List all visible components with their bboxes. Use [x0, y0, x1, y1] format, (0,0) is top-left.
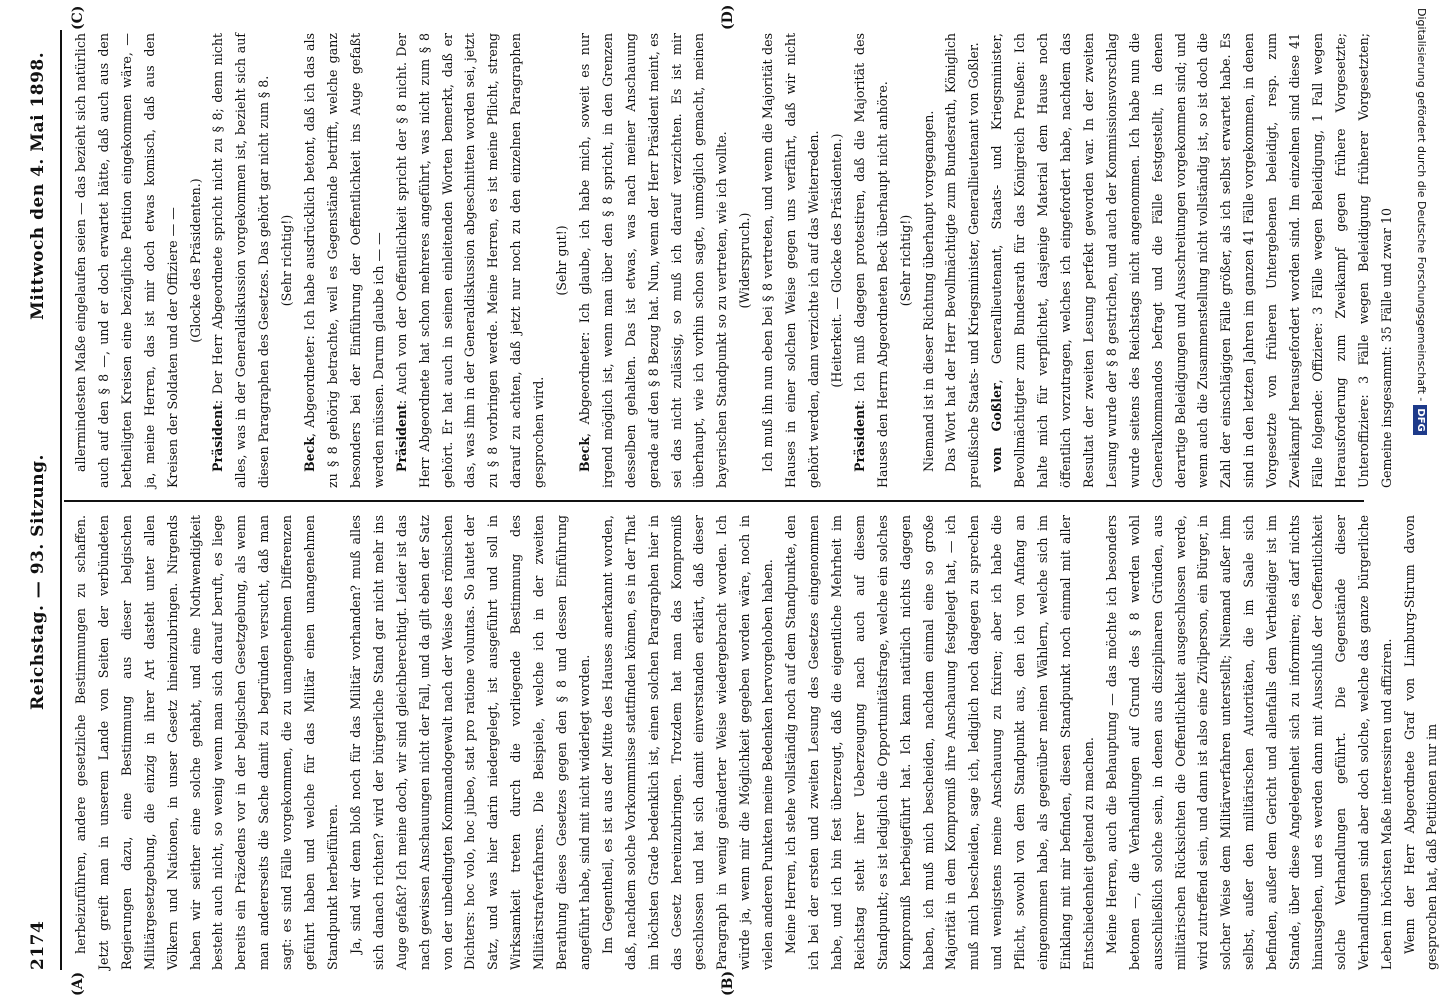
- dfg-logo: DFG: [1413, 405, 1427, 434]
- speaker-paragraph: von Goßler, Generallieutenant, Staats- und Kriegsminister, Bevollmächtigter zum Bundesrath für das Königreich Preußen: Ich halte mich für verpflichtet, dasjenige Material dem Hause noch öffentlich vorzutragen, welches ich eingefordert habe, nachdem das Resultat der zweiten Lesung perfekt geworden war. In der zweiten Lesung wurde der § 8 gestrichen, und auch der Kommissionsvorschlag wurde seitens des Reichstags nicht angenommen. Ich habe nun die Generalkommandos befragt und die Fälle festgestellt, in denen derartige Beleidigungen und Ausschreitungen vorgekommen sind; und wenn auch die Zusammenstellung nicht vollständig ist, so ist doch die Zahl der einschlägigen Fälle größer, als ich selbst erwartet habe. Es sind in den letzten Jahren im ganzen 41 Fälle vorgekommen, in denen Vorgesetzte von früheren Untergebenen beleidigt, resp. zum Zweikampf herausgefordert worden sind. Im einzelnen sind diese 41 Fälle folgende: Offiziere: 3 Fälle wegen Beleidigung, 1 Fall wegen Herausforderung zum Zweikampf gegen frühere Vorgesetzte; Unteroffiziere: 3 Fälle wegen Beleidigung früherer Vorgesetzten; Gemeine insgesammt: 35 Fälle und zwar 10: [989, 33, 1394, 488]
- right-running-title: Mittwoch den 4. Mai 1898.: [28, 51, 48, 320]
- page-header: [20, 30, 60, 970]
- speaker-name: Präsident: [851, 404, 867, 472]
- margin-marker-c: (C): [70, 5, 86, 30]
- margin-marker-a: (A): [70, 971, 86, 996]
- paragraph: Im Gegentheil, es ist aus der Mitte des Hauses anerkannt worden, daß, nachdem solche Vorkommnisse stattfinden können, es in der That im höchsten Grade bedenklich ist, einen solchen Paragraphen hier in das Gesetz hereinzubringen. Trotzdem hat man das Kompromiß geschlossen und hat sich damit einverstanden erklärt, daß dieser Paragraph in wenig geänderter Weise wiedergebracht worden. Ich würde ja, wenn mir die Möglichkeit gegeben worden wäre, noch in vielen anderen Punkten meine Bedenken hervorgehoben haben.: [599, 515, 776, 970]
- stage-direction: (Sehr richtig!): [897, 214, 913, 307]
- stage-direction: (Sehr gut!): [554, 225, 570, 296]
- stage-direction: (Widerspruch.): [737, 212, 753, 309]
- stage-direction: (Heiterkeit. — Glocke des Präsidenten.): [828, 133, 844, 388]
- stage-direction: (Glocke des Präsidenten.): [187, 178, 203, 343]
- paragraph: Wenn der Herr Abgeordnete Graf von Limburg-Stirum davon gesprochen hat, daß Petitionen nur im: [1401, 515, 1440, 970]
- speaker-paragraph: Präsident: Auch von der Oeffentlichkeit spricht der § 8 nicht. Der Herr Abgeordnete hat schon mehreres angeführt, was nicht zum § 8 gehört. Er hat auch in seinen einleitenden Worten bemerkt, daß er das, was ihm in der Generaldiskussion abgeschnitten worden sei, jetzt zu § 8 vorbringen werde. Meine Herren, es ist meine Pflicht, streng darauf zu achten, daß jetzt nur noch zu den einzelnen Paragraphen gesprochen wird.: [393, 33, 547, 488]
- paragraph: Ja, sind wir denn bloß noch für das Militär vorhanden? muß alles sich danach richten? wird der bürgerliche Stand gar nicht mehr ins Auge gefaßt? Ich meine doch, wir sind gleichberechtigt. Leider ist das nach gewissen Anschauungen nicht der Fall, und da gilt eben der Satz von der unbedingten Kommandogewalt nach der Weise des römischen Dichters: hoc volo, hoc jubeo, stat pro ratione voluntas. So lautet der Satz, und was hier darin niedergelegt, ist ausgeführt und soll in Wirksamkeit treten durch die vorliegende Bestimmung des Militärstrafverfahrens. Die Beispiele, welche ich in der zweiten Berathung dieses Gesetzes gegen den § 8 und dessen Einführung angeführt habe, sind mit nicht widerlegt worden.: [347, 515, 592, 970]
- column-divider: [64, 500, 1364, 502]
- paragraph: Meine Herren, auch die Behauptung — das möchte ich besonders betonen —, die Verhandlungen auf Grund des § 8 werden wohl ausschließlich solche sein, in denen aus disziplinaren Gründen, aus militärischen Rücksichten die Oeffentlichkeit ausgeschlossen werde, wird zutreffend sein, und dann ist also eine Zivilperson, ein Bürger, in solcher Weise dem Militärverfahren unterstellt; Niemand außer ihm selbst, außer den militärischen Autoritäten, die im Saale sich befinden, außer dem Gericht und allenfalls dem Vertheidiger ist im Stande, über diese Angelegenheit sich zu informiren; es darf nichts hinausgehen, und es werden dann mit Ausschluß der Oeffentlichkeit solche Verhandlungen geführt. Die Gegenstände dieser Verhandlungen sind aber doch solche, welche das ganze bürgerliche Leben im höchsten Maße interessiren und affiziren.: [1103, 515, 1394, 970]
- paragraph: Meine Herren, ich stehe vollständig noch auf dem Standpunkte, den ich bei der ersten und zweiten Lesung des Gesetzes eingenommen habe, und ich bin fest überzeugt, daß die eigentliche Mehrheit im Reichstag steht ihrer Ueberzeugung nach auch auf diesem Standpunkt; es ist lediglich die Opportunitätsfrage, welche ein solches Kompromiß herbeigeführt hat. Ich kann natürlich nichts dagegen haben, ich muß mich bescheiden, nachdem einmal eine so große Majorität in dem Kompromiß ihre Anschauung festgelegt hat, — ich muß mich bescheiden, sage ich, lediglich noch dagegen zu sprechen und wenigstens meine Anschauung zu fixiren; aber ich habe die Pflicht, sowohl von dem Standpunkt aus, den ich von Anfang an eingenommen habe, als gegenüber meinen Wählern, welche sich im Einklang mit mir befinden, diesen Standpunkt noch einmal mit aller Entschiedenheit geltend zu machen.: [783, 515, 1096, 970]
- speaker-name: Beck: [302, 436, 318, 472]
- speaker-paragraph: Beck, Abgeordneter: Ich habe ausdrücklich betont, daß ich das als zu § 8 gehörig betrachte, weil es Gegenstände betrifft, welche ganz besonders bei der Einführung der Oeffentlichkeit ins Auge gefaßt werden müssen. Darum glaube ich — —: [302, 33, 386, 488]
- left-running-title: Reichstag. — 93. Sitzung.: [28, 454, 48, 710]
- paragraph: Niemand ist in dieser Richtung überhaupt vorgegangen.: [920, 110, 936, 472]
- speaker-name: Beck: [576, 436, 592, 472]
- speaker-paragraph: Präsident: Ich muß dagegen protestiren, daß die Majorität des Hauses den Herrn Abgeordneten Beck überhaupt nicht anhöre.: [851, 33, 890, 488]
- page-number: 2174: [28, 920, 48, 970]
- credit-text: Digitalisierung gefördert durch die Deutsche Forschungsgemeinschaft -: [1415, 8, 1428, 402]
- margin-marker-b: (B): [720, 970, 736, 996]
- paragraph: Das Wort hat der Herr Bevollmächtigte zum Bundesrath, Königlich preußische Staats- und Kriegsminister, Generallieutenant von Goßler.: [943, 33, 982, 488]
- left-column: [70, 515, 1444, 970]
- right-column: [70, 33, 1399, 488]
- paragraph: herbeizuführen, andere gesetzliche Bestimmungen zu schaffen. Jetzt greift man in unserem Lande von Seiten der verbündeten Regierungen dazu, eine Bestimmung aus dieser belgischen Militärgesetzgebung, die einzig in ihrer Art dasteht unter allen Völkern und Nationen, in unser Gesetz hineinzubringen. Nirgends haben wir seither eine solche gehabt, und eine Nothwendigkeit besteht auch nicht, so wenig wenn man sich darauf beruft, es liege bereits ein Präzedens vor in der belgischen Gesetzgebung, als wenn man andererseits die Sache damit zu begründen versucht, daß man sagt: es sind Fälle vorgekommen, die zu unangenehmen Differenzen geführt haben und welche für das Militär einen unangenehmen Standpunkt herbeiführen.: [73, 515, 340, 970]
- speaker-name: Präsident: [210, 404, 226, 472]
- header-rule: [60, 30, 62, 970]
- speaker-name: von Goßler: [989, 383, 1005, 472]
- speaker-paragraph: Beck, Abgeordneter: Ich glaube, ich habe mich, soweit es nur irgend möglich ist, wenn man über den § 8 spricht, in den Grenzen desselben gehalten. Das ist etwas, was nach meiner Anschauung gerade auf den § 8 Bezug hat. Nun, wenn der Herr Präsident meint, es sei das nicht zulässig, so muß ich darauf verzichten. Es ist mir überhaupt, wie ich vorhin schon sagte, unmöglich gemacht, meinen bayerischen Standpunkt so zu vertreten, wie ich wollte.: [576, 33, 730, 488]
- paragraph: allermindesten Maße eingelaufen seien — das bezieht sich natürlich auch auf den § 8 —, und er doch erwartet hätte, daß auch aus den betheiligten Kreisen eine bezügliche Petition eingekommen wäre, — ja, meine Herren, das ist mir doch etwas komisch, daß aus den Kreisen der Soldaten und der Offiziere — —: [73, 33, 180, 488]
- speaker-paragraph: Präsident: Der Herr Abgeordnete spricht nicht zu § 8; denn nicht alles, was in der Generaldiskussion vorgekommen ist, bezieht sich auf diesen Paragraphen des Gesetzes. Das gehört gar nicht zum § 8.: [210, 33, 272, 488]
- digitization-credit: [1410, 8, 1432, 728]
- speaker-name: Präsident: [393, 404, 409, 472]
- margin-marker-d: (D): [720, 4, 736, 30]
- stage-direction: (Sehr richtig!): [279, 214, 295, 307]
- paragraph: Ich muß ihn nun eben bei § 8 vertreten, und wenn die Majorität des Hauses in einer solchen Weise gegen uns verfährt, daß wir nicht gehört werden, dann verzichte ich auf das Weiterreden.: [760, 33, 821, 488]
